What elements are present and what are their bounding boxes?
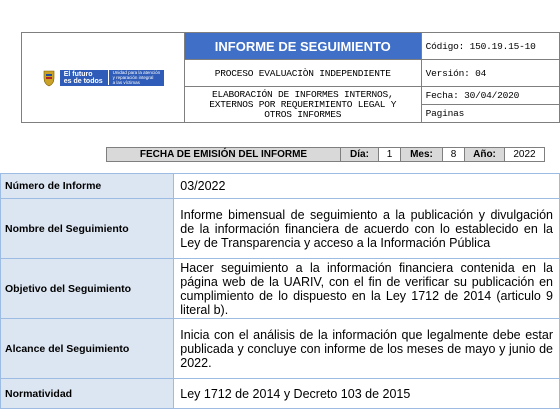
process-name: PROCESO EVALUACIÒN INDEPENDIENTE bbox=[184, 60, 421, 87]
mes-label: Mes: bbox=[401, 148, 443, 162]
brand-tag2: y reparación integral bbox=[112, 75, 154, 80]
table-row bbox=[1, 174, 560, 199]
row-label: Nombre del Seguimiento bbox=[1, 199, 174, 259]
version: Versión: 04 bbox=[421, 60, 559, 87]
anio-label: Año: bbox=[465, 148, 505, 162]
row-value: Ley 1712 de 2014 y Decreto 103 de 2015 bbox=[174, 379, 560, 409]
elab-line2: EXTERNOS POR REQUERIMIENTO LEGAL Y bbox=[209, 98, 397, 110]
document-title: INFORME DE SEGUIMIENTO bbox=[184, 33, 421, 60]
brand-logo bbox=[60, 70, 164, 86]
table-row bbox=[1, 199, 560, 259]
brand-tag1: Unidad para la atención bbox=[112, 70, 161, 75]
mes-value: 8 bbox=[443, 148, 465, 162]
emission-date-row bbox=[106, 147, 545, 162]
row-value: Informe bimensual de seguimiento a la publicación y divulgación de la información financiera de acuerdo con lo establecido en la Ley de Transparencia y acceso a la Información Pública bbox=[174, 199, 560, 259]
row-label: Número de Informe bbox=[1, 174, 174, 199]
codigo: Código: 150.19.15-10 bbox=[421, 33, 559, 60]
dia-label: Día: bbox=[341, 148, 379, 162]
row-label: Alcance del Seguimiento bbox=[1, 319, 174, 379]
elaboration-text bbox=[184, 87, 421, 123]
document-header bbox=[21, 32, 560, 123]
logo-cell bbox=[22, 33, 185, 123]
row-label: Objetivo del Seguimiento bbox=[1, 259, 174, 319]
brand-line2: es de todos bbox=[63, 77, 103, 85]
table-row bbox=[1, 319, 560, 379]
emission-label: FECHA DE EMISIÓN DEL INFORME bbox=[107, 148, 341, 162]
dia-value: 1 bbox=[379, 148, 401, 162]
colombia-shield-icon bbox=[42, 69, 56, 87]
elab-line1: ELABORACIÓN DE INFORMES INTERNOS, bbox=[212, 88, 394, 100]
anio-value: 2022 bbox=[505, 148, 545, 162]
report-info-table bbox=[0, 173, 560, 409]
paginas: Paginas bbox=[421, 105, 559, 123]
row-value: 03/2022 bbox=[174, 174, 560, 199]
brand-line1: El futuro bbox=[63, 70, 93, 78]
table-row bbox=[1, 379, 560, 409]
brand-tag3: a las víctimas bbox=[112, 80, 140, 85]
row-label: Normatividad bbox=[1, 379, 174, 409]
row-value: Inicia con el análisis de la información que legalmente debe estar publicada y concluye con informe de los meses de mayo y junio de 2022. bbox=[174, 319, 560, 379]
row-value: Hacer seguimiento a la información financiera contenida en la página web de la UARIV, con el fin de verificar su publicación en cumplimiento de lo dispuesto en la Ley 1712 de 2014 (articulo 9 literal b). bbox=[174, 259, 560, 319]
table-row bbox=[1, 259, 560, 319]
fecha-doc: Fecha: 30/04/2020 bbox=[421, 87, 559, 105]
elab-line3: OTROS INFORMES bbox=[264, 108, 342, 120]
